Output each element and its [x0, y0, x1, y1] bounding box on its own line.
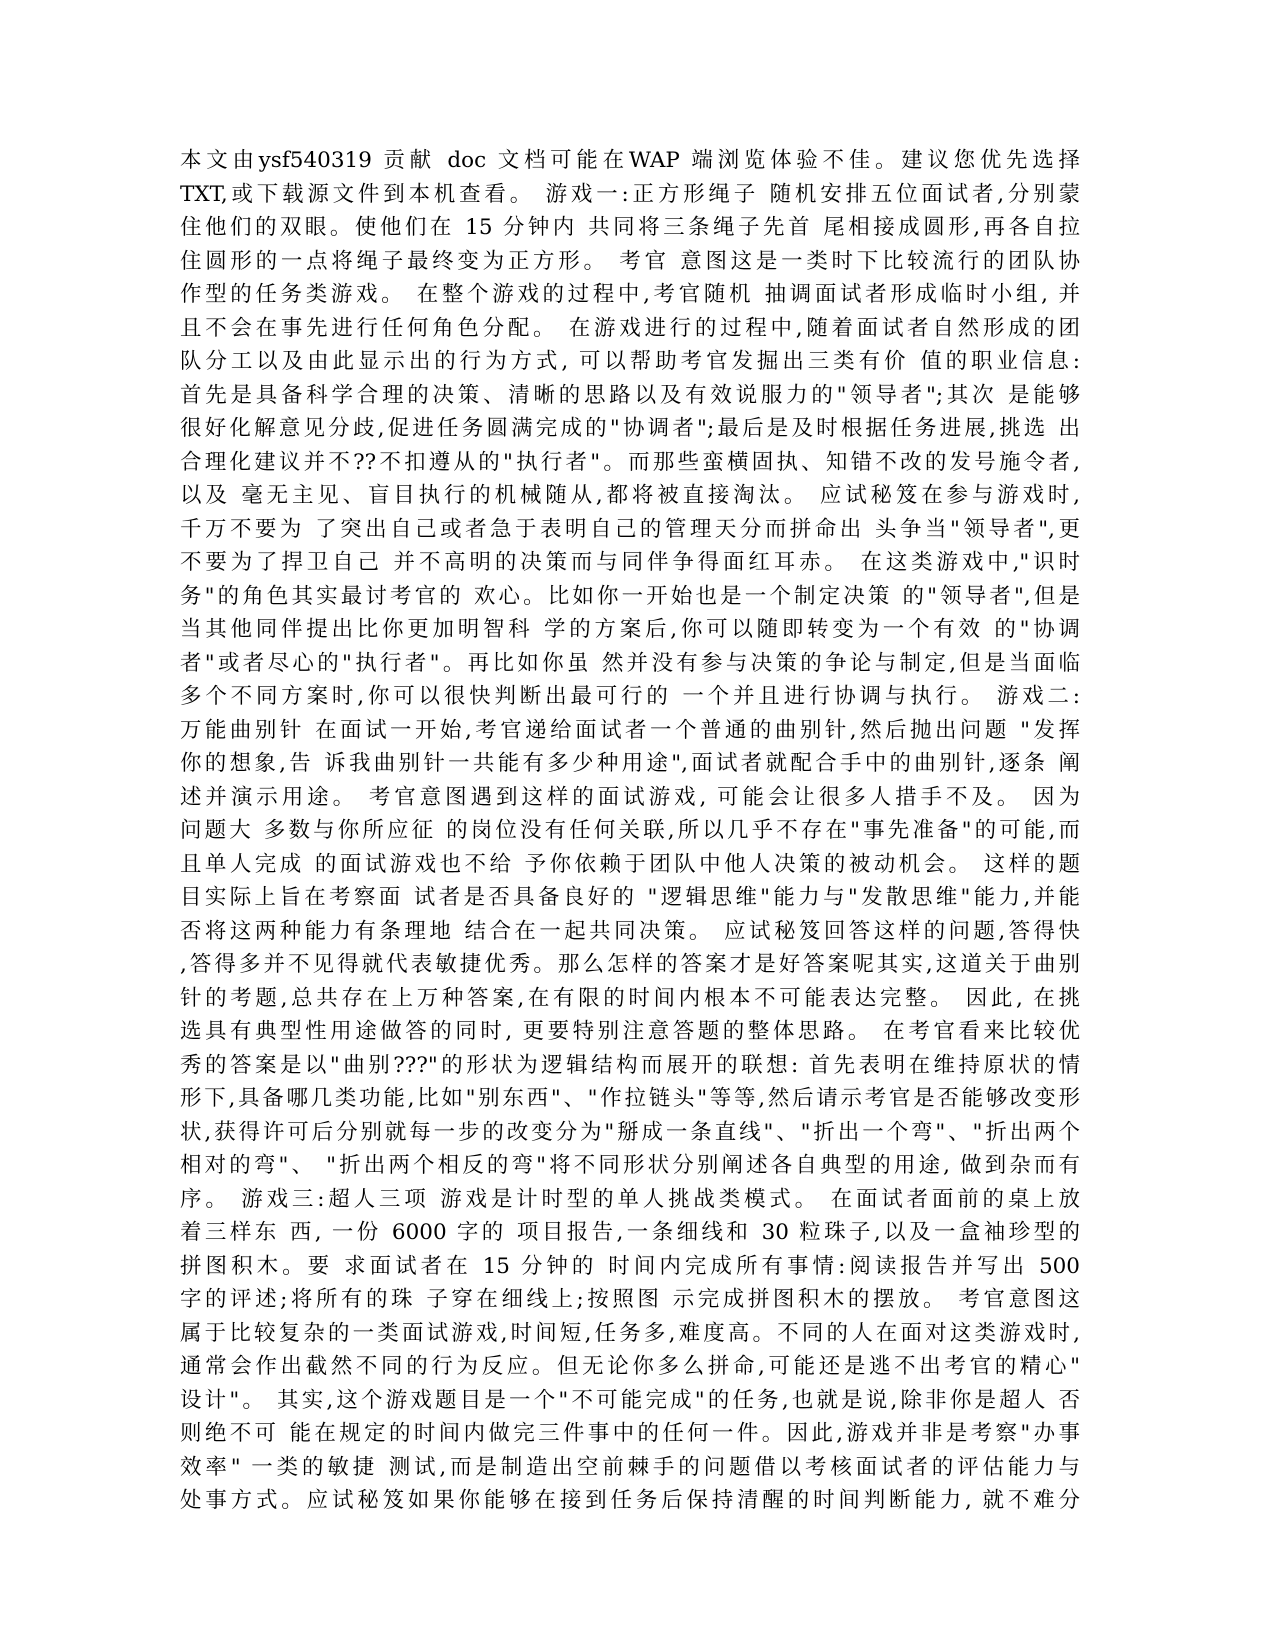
- text-line: 作型的任务类游戏。 在整个游戏的过程中,考官随机 抽调面试者形成临时小组, 并: [180, 282, 1080, 307]
- text-line: 设计"。 其实,这个游戏题目是一个"不可能完成"的任务,也就是说,除非你是超人 否: [180, 1387, 1080, 1413]
- text-line: 着三样东 西, 一份 6000 字的 项目报告,一条细线和 30 粒珠子,以及一盒袖珍型的: [180, 1220, 1080, 1245]
- text-line: 针的考题,总共存在上万种答案,在有限的时间内根本不可能表达完整。 因此, 在挑: [180, 985, 1080, 1011]
- text-line: 首先是具备科学合理的决策、清晰的思路以及有效说服力的"领导者";其次 是能够: [180, 382, 1080, 408]
- text-line: 以及 毫无主见、盲目执行的机械随从,都将被直接淘汰。 应试秘笈在参与游戏时,: [180, 483, 1080, 508]
- text-line: 多个不同方案时,你可以很快判断出最可行的 一个并且进行协调与执行。 游戏二:: [180, 684, 1080, 709]
- text-line: 相对的弯"、 "折出两个相反的弯"将不同形状分别阐述各自典型的用途, 做到杂而有: [180, 1153, 1080, 1178]
- text-line: 队分工以及由此显示出的行为方式, 可以帮助考官发掘出三类有价 值的职业信息:: [180, 349, 1080, 374]
- text-line: ,答得多并不见得就代表敏捷优秀。那么怎样的答案才是好答案呢其实,这道关于曲别: [180, 952, 1080, 977]
- text-line: 你的想象,告 诉我曲别针一共能有多少种用途",面试者就配合手中的曲别针,逐条 阐: [180, 751, 1080, 776]
- text-line: 目实际上旨在考察面 试者是否具备良好的 "逻辑思维"能力与"发散思维"能力,并能: [180, 885, 1080, 910]
- text-line: 且单人完成 的面试游戏也不给 予你依赖于团队中他人决策的被动机会。 这样的题: [180, 851, 1080, 877]
- text-line: 处事方式。应试秘笈如果你能够在接到任务后保持清醒的时间判断能力, 就不难分: [180, 1488, 1080, 1513]
- body-text: [180, 144, 1080, 1518]
- text-line: 不要为了捍卫自己 并不高明的决策而与同伴争得面红耳赤。 在这类游戏中,"识时: [180, 550, 1080, 575]
- text-line: 状,获得许可后分别就每一步的改变分为"掰成一条直线"、"折出一个弯"、"折出两个: [180, 1119, 1080, 1145]
- text-line: 合理化建议并不??不扣遵从的"执行者"。而那些蛮横固执、知错不改的发号施令者,: [180, 449, 1080, 475]
- text-line: 字的评述;将所有的珠 子穿在细线上;按照图 示完成拼图积木的摆放。 考官意图这: [180, 1287, 1080, 1312]
- text-line: 很好化解意见分歧,促进任务圆满完成的"协调者";最后是及时根据任务进展,挑选 出: [180, 416, 1080, 441]
- text-line: 问题大 多数与你所应征 的岗位没有任何关联,所以几乎不存在"事先准备"的可能,而: [180, 818, 1080, 843]
- text-line: 形下,具备哪几类功能,比如"别东西"、"作拉链头"等等,然后请示考官是否能够改变形: [180, 1086, 1080, 1111]
- text-line: 当其他同伴提出比你更加明智科 学的方案后,你可以随即转变为一个有效 的"协调: [180, 617, 1080, 642]
- text-line: 秀的答案是以"曲别???"的形状为逻辑结构而展开的联想: 首先表明在维持原状的情: [180, 1052, 1080, 1078]
- text-line: 序。 游戏三:超人三项 游戏是计时型的单人挑战类模式。 在面试者面前的桌上放: [180, 1186, 1080, 1212]
- text-line: 否将这两种能力有条理地 结合在一起共同决策。 应试秘笈回答这样的问题,答得快: [180, 918, 1080, 944]
- text-line: 述并演示用途。 考官意图遇到这样的面试游戏, 可能会让很多人措手不及。 因为: [180, 784, 1080, 810]
- text-line: 且不会在事先进行任何角色分配。 在游戏进行的过程中,随着面试者自然形成的团: [180, 315, 1080, 341]
- text-line: 住他们的双眼。使他们在 15 分钟内 共同将三条绳子先首 尾相接成圆形,再各自拉: [180, 215, 1080, 240]
- text-line: 拼图积木。要 求面试者在 15 分钟的 时间内完成所有事情:阅读报告并写出 500: [180, 1253, 1080, 1279]
- text-line: 则绝不可 能在规定的时间内做完三件事中的任何一件。因此,游戏并非是考察"办事: [180, 1421, 1080, 1446]
- text-line: 千万不要为 了突出自己或者急于表明自己的管理天分而拼命出 头争当"领导者",更: [180, 516, 1080, 542]
- text-line: 本文由ysf540319 贡献 doc 文档可能在WAP 端浏览体验不佳。建议您优先选择: [180, 148, 1080, 173]
- text-line: 属于比较复杂的一类面试游戏,时间短,任务多,难度高。不同的人在面对这类游戏时,: [180, 1320, 1080, 1346]
- text-line: 万能曲别针 在面试一开始,考官递给面试者一个普通的曲别针,然后抛出问题 "发挥: [180, 717, 1080, 743]
- text-line: TXT,或下载源文件到本机查看。 游戏一:正方形绳子 随机安排五位面试者,分别蒙: [180, 181, 1080, 207]
- text-line: 者"或者尽心的"执行者"。再比如你虽 然并没有参与决策的争论与制定,但是当面临: [180, 650, 1080, 676]
- text-line: 住圆形的一点将绳子最终变为正方形。 考官 意图这是一类时下比较流行的团队协: [180, 248, 1080, 274]
- text-line: 通常会作出截然不同的行为反应。但无论你多么拼命,可能还是逃不出考官的精心": [180, 1354, 1080, 1379]
- text-line: 效率" 一类的敏捷 测试,而是制造出空前棘手的问题借以考核面试者的评估能力与: [180, 1454, 1080, 1480]
- text-line: 务"的角色其实最讨考官的 欢心。比如你一开始也是一个制定决策 的"领导者",但是: [180, 583, 1080, 609]
- text-line: 选具有典型性用途做答的同时, 更要特别注意答题的整体思路。 在考官看来比较优: [180, 1019, 1080, 1044]
